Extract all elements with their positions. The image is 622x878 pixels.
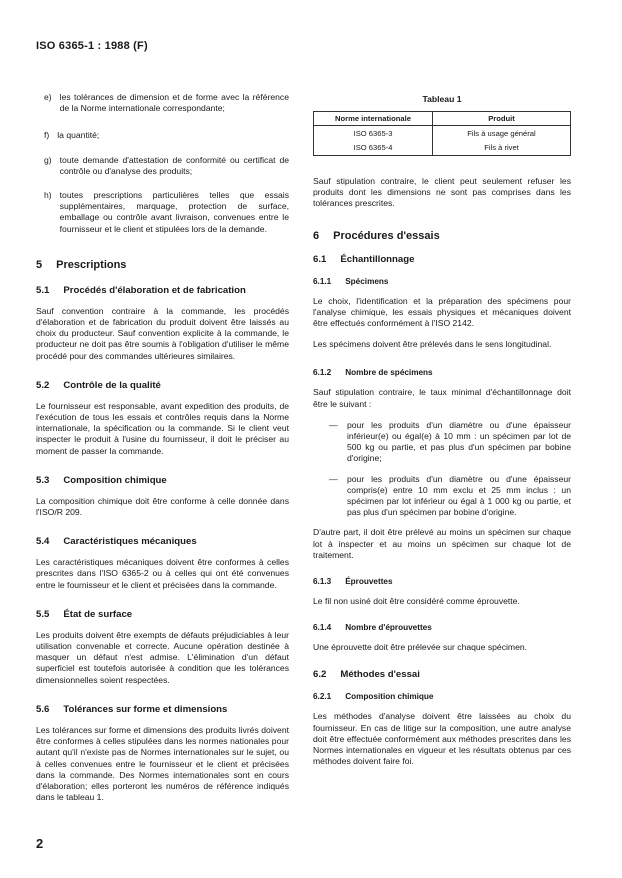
list-item: — pour les produits d'un diamètre ou d'une épaisseur compris(e) entre 10 mm exclu et 25 mm inclus : un spécimen par lot inférieur ou égal à 1 000 kg ou partie, et pas plus d'un spécimen par bobine d'origine. xyxy=(329,473,571,518)
table-header-row xyxy=(314,112,571,126)
left-column xyxy=(36,92,289,803)
section-5-6-text: Les tolérances sur forme et dimensions des produits livrés doivent être conformes à celles stipulées dans les normes nationales pour autant qu'il n'existe pas de Normes internationales sur le sujet, ou à celles convenues entre le fournisseur et le client et précisées dans la commande. Des Normes internationales sont en cours d'élaboration; elles porteront les numéros de référence indiqués dans le tableau 1. xyxy=(36,724,289,803)
section-6-1-3-heading: 6.1.3 Éprouvettes xyxy=(313,577,393,587)
section-6-1-heading: 6.1 Échantillonnage xyxy=(313,253,415,265)
section-5-2-text: Le fournisseur est responsable, avant expedition des produits, de l'exécution de tous les essais et contrôles requis dans la Norme internationale, la spécification ou la commande. Si le client veut inspecter le produit à l'usine du fournisseur, il doit le préciser au moment de passer la commande. xyxy=(36,400,289,456)
table-header: Norme internationale xyxy=(314,112,433,126)
right-column xyxy=(313,94,571,767)
section-5-3-heading: 5.3 Composition chimique xyxy=(36,474,167,486)
section-5-1-heading: 5.1 Procédés d'élaboration et de fabrication xyxy=(36,284,246,296)
section-6-1-1-text: Les spécimens doivent être prélevés dans le sens longitudinal. xyxy=(313,339,552,350)
section-5-heading: 5 Prescriptions xyxy=(36,258,127,271)
list-item: e) les tolérances de dimension et de forme avec la référence de la Norme internationale correspondante; xyxy=(44,92,289,114)
list-item: g) toute demande d'attestation de conformité ou certificat de contrôle ou d'analyse des produits; xyxy=(44,154,289,176)
section-6-2-1-heading: 6.2.1 Composition chimique xyxy=(313,692,434,702)
section-6-1-1-heading: 6.1.1 Spécimens xyxy=(313,276,389,286)
section-5-2-heading: 5.2 Contrôle de la qualité xyxy=(36,379,161,391)
table-cell: ISO 6365-4 xyxy=(314,141,433,156)
table-1 xyxy=(313,111,571,156)
table-caption: Tableau 1 xyxy=(422,94,462,104)
section-6-1-2-text: Sauf stipulation contraire, le taux minimal d'échantillonnage doit être le suivant : xyxy=(313,387,571,409)
table-cell: Fils à rivet xyxy=(433,141,571,156)
section-6-1-4-text: Une éprouvette doit être prélevée sur chaque spécimen. xyxy=(313,642,528,653)
list-item: h) toutes prescriptions particulières telles que essais supplémentaires, marquage, protection de surface, emballage ou contrôle avant livraison, convenues entre le fournisseur et le client et stipulées lors de la demande. xyxy=(44,190,289,234)
page-number: 2 xyxy=(36,836,44,851)
table-row xyxy=(314,126,571,142)
section-5-3-text: La composition chimique doit être conforme à celle donnée dans l'ISO/R 209. xyxy=(36,495,289,518)
list-item: f) la quantité; xyxy=(44,130,100,141)
list-item: — pour les produits d'un diamètre ou d'une épaisseur inférieur(e) ou égal(e) à 10 mm : un spécimen par lot de 500 kg ou partie, et pas plus d'un spécimen par bobine d'origine; xyxy=(329,419,571,464)
section-6-1-1-text: Le choix, l'identification et la préparation des spécimens pour l'analyse chimique, les essais physiques et mécaniques doivent être effectués conformément à l'ISO 2142. xyxy=(313,295,571,329)
document-header: ISO 6365-1 : 1988 (F) xyxy=(36,40,148,52)
section-5-4-heading: 5.4 Caractéristiques mécaniques xyxy=(36,536,197,548)
section-5-5-text: Les produits doivent être exempts de défauts préjudiciables à leur utilisation convenable et correcte. Aucune opération destinée à masquer un défaut n'est admise. L'élimination d'un défaut superficiel est toutefois autorisée à condition que les tolérances dimensionnelles soient respectées. xyxy=(36,629,289,685)
section-6-1-4-heading: 6.1.4 Nombre d'éprouvettes xyxy=(313,623,432,633)
section-5-4-text: Les caractéristiques mécaniques doivent être conformes à celles prescrites dans l'ISO 6365-2 ou à celles qui ont été convenues entre le fournisseur et le client et précisées dans la commande. xyxy=(36,557,289,590)
section-5-5-heading: 5.5 État de surface xyxy=(36,608,133,620)
section-5-6-heading: 5.6 Tolérances sur forme et dimensions xyxy=(36,703,228,715)
table-header: Produit xyxy=(433,112,571,126)
table-cell: Fils à usage général xyxy=(433,126,571,142)
section-6-1-3-text: Le fil non usiné doit être considéré comme éprouvette. xyxy=(313,596,520,607)
section-6-heading: 6 Procédures d'essais xyxy=(313,229,440,242)
table-row xyxy=(314,141,571,156)
right-intro-text: Sauf stipulation contraire, le client peut seulement refuser les produits dont les dimensions ne sont pas comprises dans les tolérances prescrites. xyxy=(313,176,571,209)
section-6-2-heading: 6.2 Méthodes d'essai xyxy=(313,669,420,681)
section-6-1-2-heading: 6.1.2 Nombre de spécimens xyxy=(313,368,433,378)
section-5-1-text: Sauf convention contraire à la commande, les procédés d'élaboration et de fabrication du produit doivent être laissés au choix du producteur. Sauf convention explicite à la commande, le producteur ne doit pas être soumis à l'obligation d'utiliser le même procédé pour des commandes ultérieures similaires. xyxy=(36,305,289,361)
dash-mark: — xyxy=(329,473,338,484)
section-6-1-2-text: D'autre part, il doit être prélevé au moins un spécimen sur chaque lot à inspecter et au moins un spécimen sur chaque lot de traitement. xyxy=(313,527,571,560)
dash-mark: — xyxy=(329,419,338,430)
section-6-2-1-text: Les méthodes d'analyse doivent être laissées au choix du fournisseur. En cas de litige sur la composition, une autre analyse doit être effectuée conformément aux méthodes prescrites dans les Normes internationales en vigueur et les résultats obtenus par ces méthodes doivent faire foi. xyxy=(313,711,571,767)
table-cell: ISO 6365-3 xyxy=(314,126,433,142)
